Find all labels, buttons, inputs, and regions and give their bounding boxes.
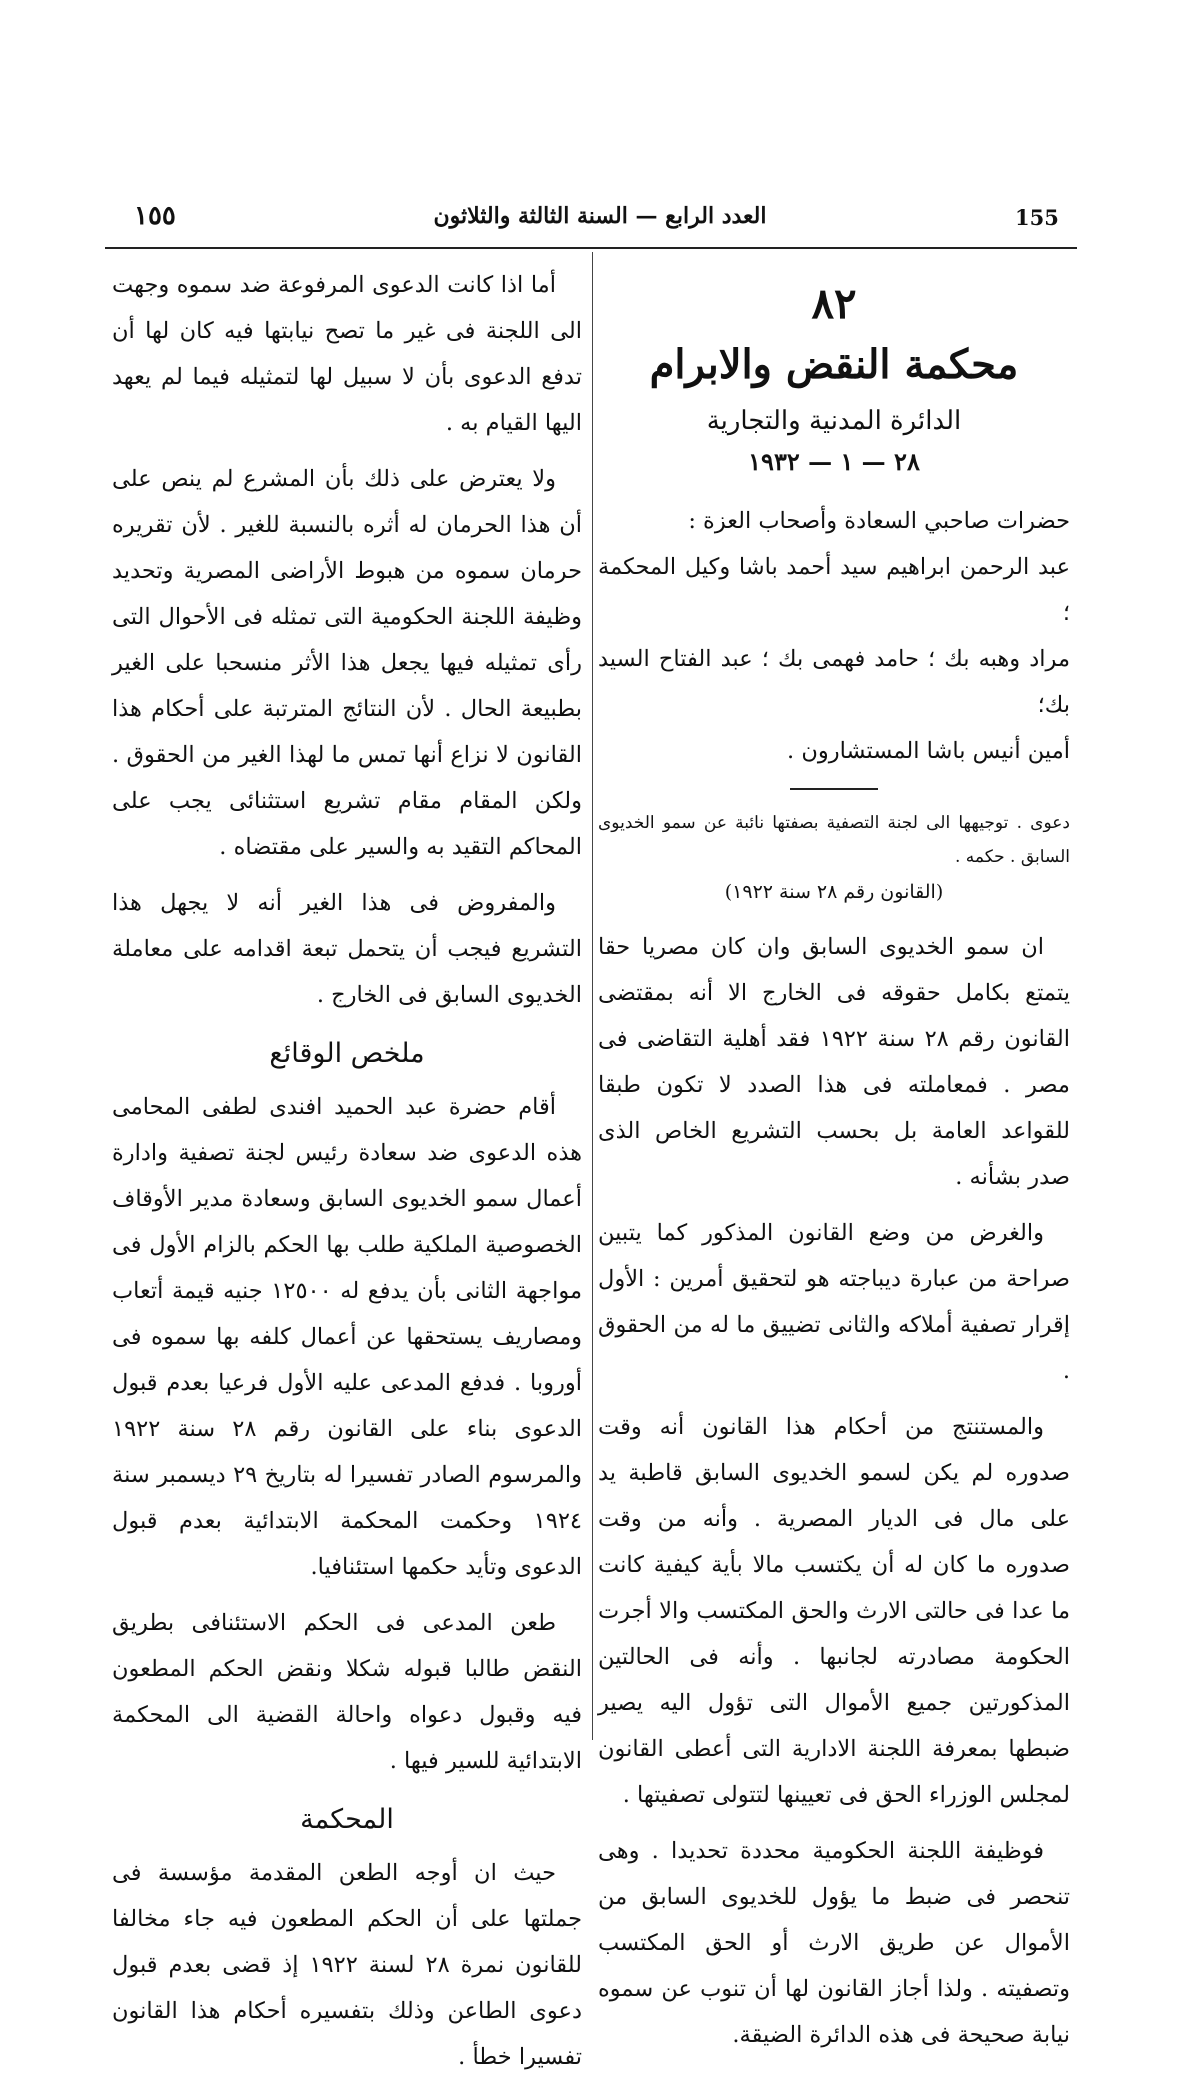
session-date: ٢٨ — ١ — ١٩٣٢: [748, 447, 920, 476]
judges-line-1: عبد الرحمن ابراهيم سيد أحمد باشا وكيل المحكمة ؛: [598, 554, 1070, 626]
judges-line-3: أمين أنيس باشا المستشارون .: [787, 738, 1070, 764]
circuit-name: الدائرة المدنية والتجارية: [706, 406, 962, 436]
principle-paragraph-3: والمستنتج من أحكام هذا القانون أنه وقت صدوره لم يكن لسمو الخديوى السابق قاطبة يد على مال فى الديار المصرية . وأنه من وقت صدوره ما كان له أن يكتسب مالا بأية كيفية كانت ما عدا فى حالتى الارث والحق المكتسب والا أجرت الحكومة مصادرته لجانبها . وأنه فى الحالتين المذكورتين جميع الأموال التى تؤول اليه يصير ضبطها بمعرفة اللجنة الادارية التى أعطى القانون لمجلس الوزراء الحق فى تعيينها لتتولى تصفيتها .: [598, 1414, 1070, 1808]
page-header: [120, 195, 1078, 235]
left-paragraph-2: ولا يعترض على ذلك بأن المشرع لم ينص على أن هذا الحرمان له أثره بالنسبة للغير . لأن تقريره حرمان سموه من هبوط الأراضى المصرية وتحديد وظيفة اللجنة الحكومية التى تمثله فى الأحوال التى رأى تمثيله فيها يجعل هذا الأثر منسحبا على الغير بطبيعة الحال . لأن النتائج المترتبة على أحكام هذا القانون لا نزاع أنها تمس ما لهذا الغير من الحقوق . ولكن المقام مقام تشريع استثنائى يجب على المحاكم التقيد به والسير على مقتضاه .: [112, 466, 582, 860]
header-rule: [105, 247, 1077, 249]
left-paragraph-1: أما اذا كانت الدعوى المرفوعة ضد سموه وجهت الى اللجنة فى غير ما تصح نيابتها فيه كان لها أن تدفع الدعوى بأن لا سبيل لها لتمثيله فيما لم يعهد اليها القيام به .: [112, 272, 582, 436]
principle-paragraph-2: والغرض من وضع القانون المذكور كما يتبين صراحة من عبارة ديباجته هو لتحقيق أمرين : الأول إقرار تصفية أملاكه والثانى تضييق ما له من الحقوق .: [598, 1220, 1070, 1384]
court-paragraph-1: حيث ان أوجه الطعن المقدمة مؤسسة فى جملتها على أن الحكم المطعون فيه جاء مخالفا للقانون نمرة ٢٨ لسنة ١٩٢٢ إذ قضى بعدم قبول دعوى الطاعن وذلك بتفسيره أحكام هذا القانون تفسيرا خطأ .: [112, 1860, 582, 2070]
court-name: محكمة النقض والابرام: [649, 341, 1019, 388]
running-title: العدد الرابع — السنة الثالثة والثلاثون: [433, 203, 767, 229]
principle-paragraph-1: ان سمو الخديوى السابق وان كان مصريا حقا يتمتع بكامل حقوقه فى الخارج الا أنه بمقتضى القانون رقم ٢٨ سنة ١٩٢٢ فقد أهلية التقاضى فى مصر . فمعاملته فى هذا الصدد لا تكون طبقا للقواعد العامة بل بحسب التشريع الخاص الذى صدر بشأنه .: [598, 934, 1070, 1190]
page-number-arabic: ١٥٥: [134, 201, 176, 231]
page-number-latin: 155: [1015, 205, 1059, 230]
separator-rule: [790, 788, 878, 790]
judges-line-2: مراد وهبه بك ؛ حامد فهمى بك ؛ عبد الفتاح السيد بك؛: [598, 646, 1070, 718]
principle-paragraph-4: فوظيفة اللجنة الحكومية محددة تحديدا . وهى تنحصر فى ضبط ما يؤول للخديوى السابق من الأموال عن طريق الارث أو الحق المكتسب وتصفيته . ولذا أجاز القانون لها أن تنوب عن سموه نيابة صحيحة فى هذه الدائرة الضيقة.: [598, 1838, 1070, 2048]
facts-paragraph-2: طعن المدعى فى الحكم الاستئنافى بطريق النقض طالبا قبوله شكلا ونقض الحكم المطعون فيه وقبول دعواه واحالة القضية الى المحكمة الابتدائية للسير فيها .: [112, 1610, 582, 1774]
facts-paragraph-1: أقام حضرة عبد الحميد افندى لطفى المحامى هذه الدعوى ضد سعادة رئيس لجنة تصفية وادارة أعمال سمو الخديوى السابق وسعادة مدير الأوقاف الخصوصية الملكية طلب بها الحكم بالزام الأول فى مواجهة الثانى بأن يدفع له ١٢٥٠٠ جنيه قيمة أتعاب ومصاريف يستحقها عن أعمال كلفه بها سموه فى أوروبا . فدفع المدعى عليه الأول فرعيا بعدم قبول الدعوى بناء على القانون رقم ٢٨ سنة ١٩٢٢ والمرسوم الصادر تفسيرا له بتاريخ ٢٩ ديسمبر سنة ١٩٢٤ وحكمت المحكمة الابتدائية بعدم قبول الدعوى وتأيد حكمها استئنافيا.: [112, 1094, 582, 1580]
facts-heading: ملخص الوقائع: [269, 1038, 425, 1069]
left-column: [112, 262, 582, 2090]
judges-intro: حضرات صاحبي السعادة وأصحاب العزة :: [688, 508, 1070, 534]
case-summary: دعوى . توجيهها الى لجنة التصفية بصفتها نائبة عن سمو الخديوى السابق . حكمه .: [598, 813, 1070, 867]
right-column: [598, 262, 1070, 2068]
column-divider: [592, 252, 593, 1740]
court-heading: المحكمة: [300, 1804, 394, 1835]
case-number: ٨٢: [811, 279, 857, 328]
left-paragraph-3: والمفروض فى هذا الغير أنه لا يجهل هذا التشريع فيجب أن يتحمل تبعة اقدامه على معاملة الخديوى السابق فى الخارج .: [112, 890, 582, 1008]
law-reference: (القانون رقم ٢٨ سنة ١٩٢٢): [724, 881, 944, 903]
